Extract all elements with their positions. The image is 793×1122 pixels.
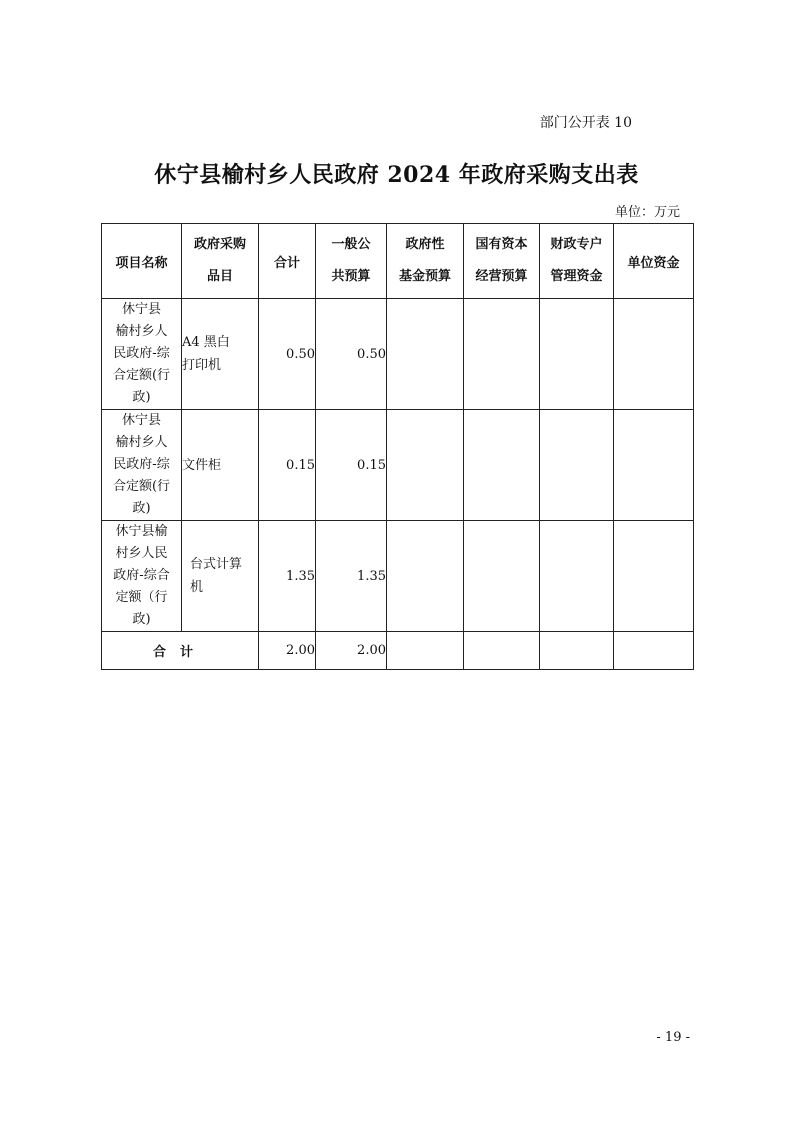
summary-total-cell: 2.00 — [259, 632, 316, 670]
page-title: 休宁县榆村乡人民政府 2024 年政府采购支出表 — [154, 162, 639, 188]
empty-cell — [464, 521, 540, 632]
form-code: 部门公开表 10 — [539, 115, 632, 131]
empty-cell — [464, 410, 540, 521]
empty-cell — [464, 299, 540, 410]
total-cell: 0.50 — [259, 299, 316, 410]
page-number: - 19 - — [656, 1030, 690, 1045]
empty-cell — [387, 632, 464, 670]
empty-cell — [540, 410, 614, 521]
col-header-procurement-category: 政府采购 品目 — [182, 224, 259, 299]
table-row — [102, 521, 694, 632]
category-cell: 文件柜 — [182, 410, 259, 521]
empty-cell — [540, 521, 614, 632]
table-row — [102, 299, 694, 410]
total-cell: 1.35 — [259, 521, 316, 632]
total-cell: 0.15 — [259, 410, 316, 521]
col-header-general-budget: 一般公 共预算 — [316, 224, 387, 299]
header-row — [102, 224, 694, 299]
unit-label: 单位：万元 — [614, 205, 680, 220]
col-header-gov-fund-budget: 政府性 基金预算 — [387, 224, 464, 299]
empty-cell — [540, 632, 614, 670]
project-name-cell: 休宁县 榆村乡人 民政府-综 合定额(行 政) — [102, 299, 182, 410]
category-cell: 台式计算 机 — [182, 521, 259, 632]
empty-cell — [387, 410, 464, 521]
category-cell: A4 黑白 打印机 — [182, 299, 259, 410]
col-header-project-name: 项目名称 — [102, 224, 182, 299]
col-header-state-capital-budget: 国有资本 经营预算 — [464, 224, 540, 299]
empty-cell — [614, 299, 694, 410]
empty-cell — [614, 521, 694, 632]
summary-general-budget-cell: 2.00 — [316, 632, 387, 670]
summary-row — [102, 632, 694, 670]
col-header-special-account-funds: 财政专户 管理资金 — [540, 224, 614, 299]
general-budget-cell: 0.50 — [316, 299, 387, 410]
procurement-table — [101, 223, 694, 670]
summary-label: 合计 — [102, 632, 259, 670]
table-row — [102, 410, 694, 521]
col-header-unit-funds: 单位资金 — [614, 224, 694, 299]
project-name-cell: 休宁县榆 村乡人民 政府-综合 定额（行 政) — [102, 521, 182, 632]
general-budget-cell: 0.15 — [316, 410, 387, 521]
project-name-cell: 休宁县 榆村乡人 民政府-综 合定额(行 政) — [102, 410, 182, 521]
general-budget-cell: 1.35 — [316, 521, 387, 632]
empty-cell — [387, 521, 464, 632]
empty-cell — [464, 632, 540, 670]
col-header-total: 合计 — [259, 224, 316, 299]
empty-cell — [387, 299, 464, 410]
empty-cell — [614, 632, 694, 670]
empty-cell — [540, 299, 614, 410]
empty-cell — [614, 410, 694, 521]
